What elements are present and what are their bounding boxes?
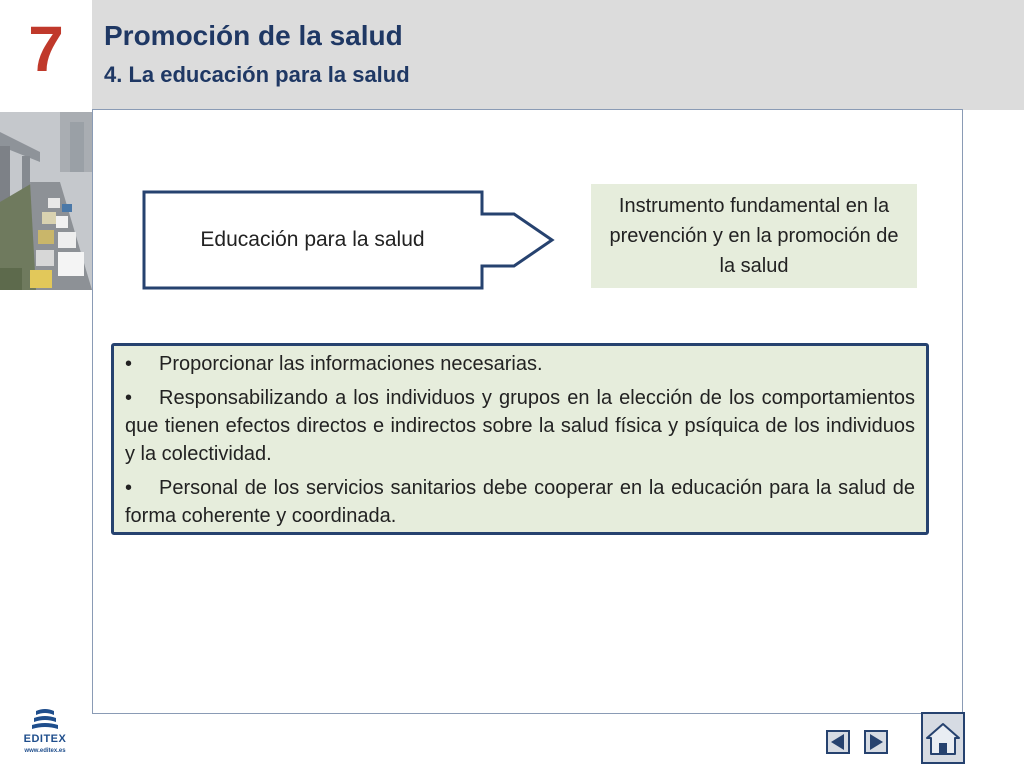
arrow-label: Educación para la salud: [200, 228, 425, 251]
next-button[interactable]: [864, 730, 888, 754]
logo-url: www.editex.es: [24, 748, 66, 754]
definition-box: [591, 184, 917, 288]
definition-text: Instrumento fundamental en la prevención y en la promoción de la salud: [609, 195, 899, 277]
city-traffic-photo: [0, 112, 92, 290]
page-title: Promoción de la salud: [104, 20, 403, 51]
prev-button[interactable]: [826, 730, 850, 754]
header-band: [92, 0, 1024, 110]
home-button[interactable]: [921, 712, 965, 764]
list-item-text: Responsabilizando a los individuos y grupos en la elección de los comportamientos que tienen efectos directos e indirectos sobre la salud física y psíquica de los individuos y la colectividad.: [125, 387, 915, 465]
bullet-panel: [111, 343, 929, 535]
page-subtitle: 4. La educación para la salud: [104, 62, 410, 87]
home-icon: [921, 712, 965, 764]
bullet-marker: •: [125, 387, 133, 409]
logo-name: EDITEX: [23, 733, 67, 745]
list-item: [125, 474, 915, 530]
unit-number: 7: [28, 13, 64, 85]
next-arrow-icon: [864, 730, 888, 754]
prev-arrow-icon: [826, 730, 850, 754]
bullet-marker: •: [125, 353, 133, 375]
bullet-marker: •: [125, 477, 133, 499]
list-item-text: Personal de los servicios sanitarios debe cooperar en la educación para la salud de forma coherente y coordinada.: [125, 477, 915, 527]
editex-logo-icon: [14, 707, 76, 735]
list-item-text: Proporcionar las informaciones necesarias.: [159, 353, 543, 375]
list-item: [125, 350, 915, 378]
list-item: [125, 384, 915, 468]
editex-logo: [14, 707, 76, 763]
